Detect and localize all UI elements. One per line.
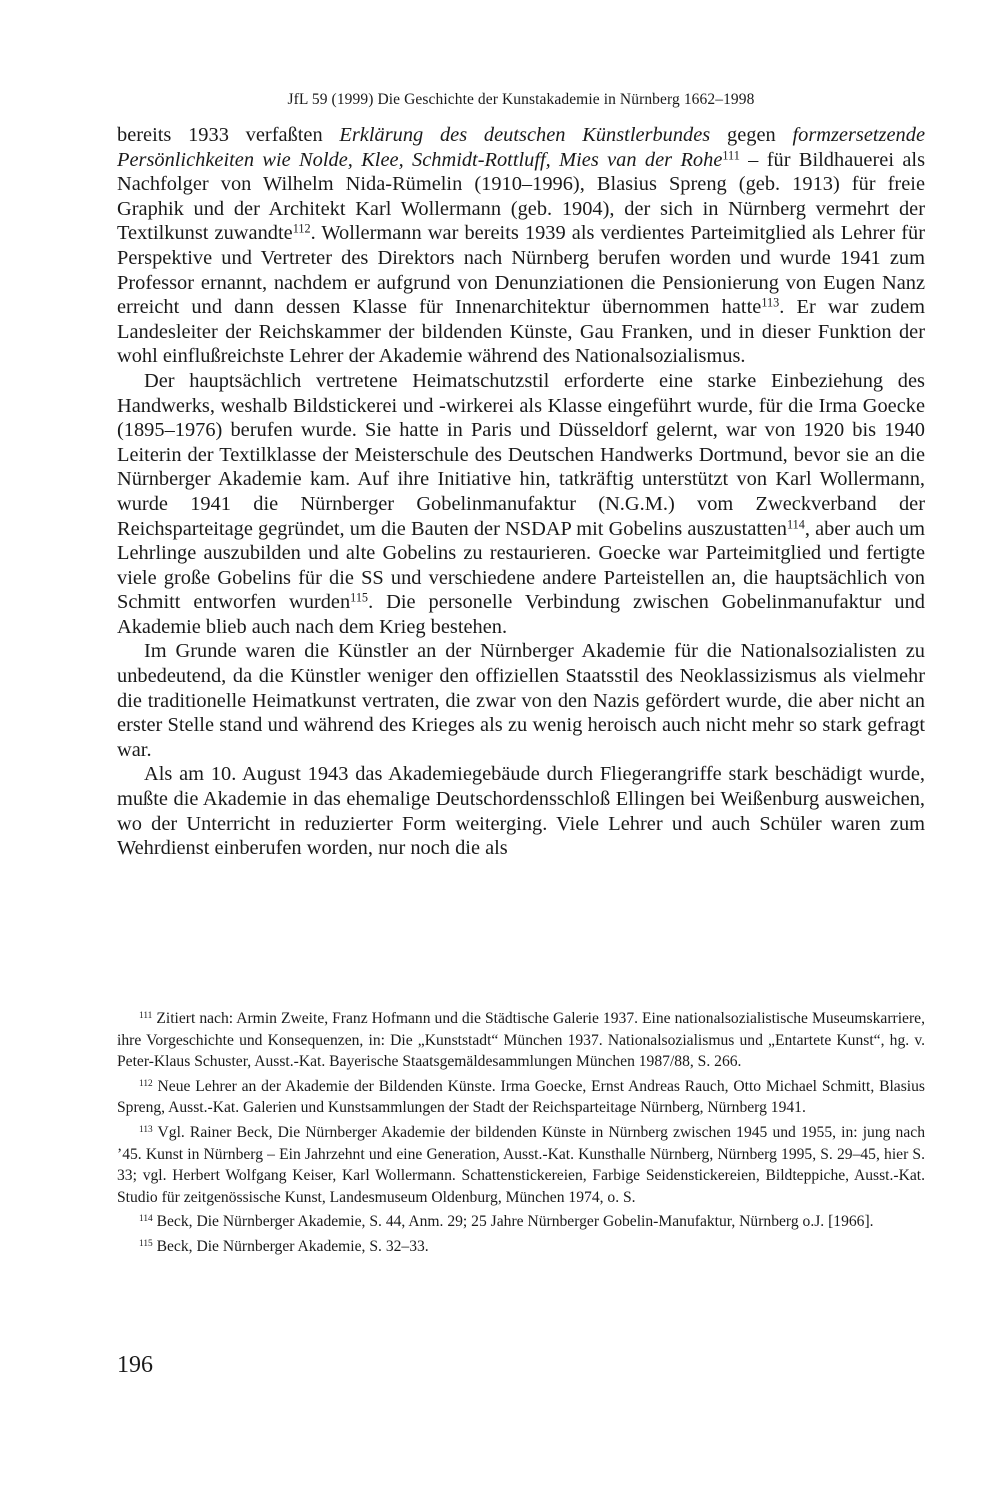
text-segment: , aber auch um Lehrlinge auszubilden und alte Gobelins zu restaurieren. Goecke war Parteimitglied und fertigte viele große Gobelins für die SS und verschiedene andere Parteistellen an, die hauptsächlich von Schmitt entworfen wurden [117, 517, 926, 614]
footnote-number: 115 [139, 1238, 153, 1249]
footnote-marker: 115 [350, 590, 369, 605]
body-paragraph [117, 123, 925, 369]
footnote-marker: 111 [722, 147, 740, 162]
body-paragraph [117, 369, 925, 640]
footnote-text: Neue Lehrer an der Akademie der Bildenden Künste. Irma Goecke, Ernst Andreas Rauch, Otto Michael Schmitt, Blasius Spreng, Ausst.-Kat. Galerien und Kunstsammlungen der Stadt der Reichsparteitage Nürnberg, Nürnberg 1941. [117, 1077, 925, 1117]
footnote [117, 1008, 925, 1073]
text-segment: Als am 10. August 1943 das Akademiegebäude durch Fliegerangriffe stark beschädigt wurde, mußte die Akademie in das ehemalige Deutschordensschloß Ellingen bei Weißenburg ausweichen, wo der Unterricht in reduzierter Form weiterging. Viele Lehrer und auch Schüler waren zum Wehrdienst einberufen worden, nur noch die als [117, 763, 925, 860]
footnote-marker: 113 [761, 295, 780, 310]
footnote-marker: 112 [292, 221, 311, 236]
italic-text: Erklärung des deutschen Künstlerbundes [339, 124, 711, 146]
footnote-text: Vgl. Rainer Beck, Die Nürnberger Akademie der bildenden Künste in Nürnberg zwischen 1945 und 1955, in: jung nach ’45. Kunst in Nürnberg – Ein Jahrzehnt und eine Generation, Ausst.-Kat. Kunsthalle Nürnberg, Nürnberg 1995, S. 29–45, hier S. 33; vgl. Herbert Wolfgang Keiser, Karl Wollermann. Schattenstickereien, Farbige Seidenstickereien, Bildteppiche, Ausst.-Kat. Studio für zeitgenössische Kunst, Landesmuseum Oldenburg, München 1974, o. S. [117, 1123, 925, 1206]
footnote-number: 112 [139, 1078, 153, 1089]
footnote-number: 113 [139, 1124, 153, 1135]
body-paragraph [117, 639, 925, 762]
footnote [117, 1236, 925, 1258]
page-number: 196 [117, 1352, 153, 1378]
italic-text: formzersetzende Persönlichkeiten wie Nolde, Klee, Schmidt-Rottluff, Mies van der Rohe [117, 124, 925, 171]
body-text [117, 123, 925, 861]
running-head: JfL 59 (1999) Die Geschichte der Kunstakademie in Nürnberg 1662–1998 [287, 91, 755, 108]
footnote [117, 1122, 925, 1208]
footnote-text: Beck, Die Nürnberger Akademie, S. 32–33. [152, 1237, 429, 1255]
body-paragraph [117, 762, 925, 860]
footnotes [117, 1008, 925, 1261]
text-segment: gegen [710, 124, 793, 146]
text-segment: Der hauptsächlich vertretene Heimatschutzstil erforderte eine starke Einbeziehung des Handwerks, weshalb Bildstickerei und -wirkerei als Klasse eingeführt wurde, für die Irma Goecke (1895–1976) berufen wurde. Sie hatte in Paris und Düsseldorf gelernt, war von 1920 bis 1940 Leiterin der Textilklasse der Meisterschule des Deutschen Handwerks Dortmund, bevor sie an die Nürnberger Akademie kam. Auf ihre Initiative hin, tatkräftig unterstützt von Karl Wollermann, wurde 1941 die Nürnberger Gobelinmanufaktur (N.G.M.) vom Zweckverband der Reichsparteitage gegründet, um die Bauten der NSDAP mit Gobelins auszustatten [117, 369, 925, 540]
text-segment: Im Grunde waren die Künstler an der Nürnberger Akademie für die Nationalsozialisten zu unbedeutend, da die Künstler weniger den offiziellen Staatsstil des Neoklassizismus als vielmehr die traditionelle Heimatkunst vertraten, die zwar von den Nazis gefördert wurde, die aber nicht an erster Stelle stand und während des Krieges als zu wenig heroisch auch nicht mehr so stark gefragt war. [117, 640, 925, 761]
footnote-text: Beck, Die Nürnberger Akademie, S. 44, Anm. 29; 25 Jahre Nürnberger Gobelin-Manufaktur, Nürnberg o.J. [1966]. [152, 1213, 874, 1231]
footnote-number: 111 [139, 1010, 153, 1021]
text-segment: bereits 1933 verfaßten [117, 124, 340, 146]
footnote [117, 1211, 925, 1233]
footnote-text: Zitiert nach: Armin Zweite, Franz Hofmann und die Städtische Galerie 1937. Eine nationalsozialistische Museumskarriere, ihre Vorgeschichte und Konsequenzen, in: Die „Kunststadt“ München 1937. Nationalsozialismus und „Entartete Kunst“, hg. v. Peter-Klaus Schuster, Ausst.-Kat. Bayerische Staatsgemäldesammlungen München 1987/88, S. 266. [117, 1010, 925, 1071]
footnote [117, 1076, 925, 1119]
footnote-number: 114 [139, 1214, 153, 1225]
text-segment: . Er war zudem Landesleiter der Reichskammer der bildenden Künste, Gau Franken, und in dieser Funktion der wohl einflußreichste Lehrer der Akademie während des Nationalsozialismus. [117, 296, 925, 368]
text-segment: – für Bildhauerei als Nachfolger von Wilhelm Nida-Rümelin (1910–1996), Blasius Spreng (geb. 1913) für freie Graphik und der Architekt Karl Wollermann (geb. 1904), der sich in Nürnberg vermehrt der Textilkunst zuwandte [117, 148, 926, 245]
text-segment: . Die personelle Verbindung zwischen Gobelinmanufaktur und Akademie blieb auch nach dem Krieg bestehen. [117, 591, 925, 638]
text-segment: . Wollermann war bereits 1939 als verdientes Parteimitglied als Lehrer für Perspektive und Vertreter des Direktors nach Nürnberg berufen worden und wurde 1941 zum Professor ernannt, nachdem er aufgrund von Denunziationen die Pensionierung von Eugen Nanz erreicht und dann dessen Klasse für Innenarchitektur übernommen hatte [117, 222, 925, 319]
footnote-marker: 114 [786, 516, 805, 531]
